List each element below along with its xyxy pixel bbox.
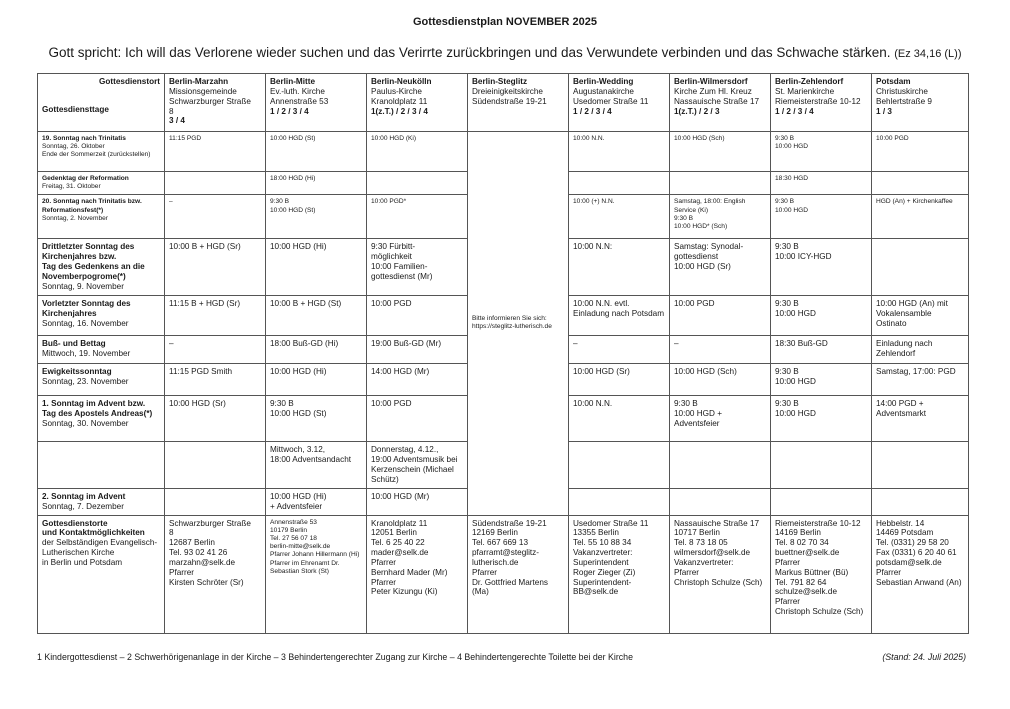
service-cell: 18:30 Buß-GD [771,336,872,364]
service-cell [569,442,670,488]
day-date: Sonntag, 30. November [42,419,129,429]
service-cell: 10:00 (+) N.N. [569,195,670,239]
contacts-label-bold: Gottesdienstorte und Kontaktmöglichkeiten [42,518,145,538]
service-cell [165,488,266,515]
service-cell: 9:30 B 10:00 ICY-HGD [771,239,872,296]
service-cell [771,488,872,515]
contact-cell: Nassauische Straße 17 10717 Berlin Tel. 8 73 18 05 wilmersdorf@selk.de Vakanzvertreter: Pfarrer Christoph Schulze (Sch) [670,515,771,633]
day-name: Buß- und Bettag [42,339,106,349]
place-header [266,74,367,132]
contacts-label-rest: der Selbständigen Evangelisch-Lutherischen Kirche in Berlin und Potsdam [42,538,158,567]
place-church: Augustanakirche Usedomer Straße 11 [573,86,649,106]
day-name: 20. Sonntag nach Trinitatis bzw. Reformationsfest(*) [42,198,142,214]
service-cell: 10:00 N.N: [569,239,670,296]
day-cell [38,442,165,488]
place-codes: 1 / 2 / 3 / 4 [270,106,309,116]
service-cell: 10:00 HGD (Sr) [569,364,670,396]
place-name: Berlin-Wedding [573,77,634,86]
day-cell [38,195,165,239]
day-cell [38,132,165,172]
service-cell [165,442,266,488]
service-cell: – [165,195,266,239]
service-cell: – [165,336,266,364]
place-name: Berlin-Marzahn [169,77,229,86]
contact-cell: Südendstraße 19-21 12169 Berlin Tel. 667 669 13 pfarramt@steglitz-lutherisch.de Pfarrer Dr. Gottfried Martens (Ma) [468,515,569,633]
service-cell: 9:30 B 10:00 HGD [771,364,872,396]
service-cell: 9:30 B 10:00 HGD [771,132,872,172]
service-cell: Samstag, 18:00: English Service (Ki) 9:30 B 10:00 HGD* (Sch) [670,195,771,239]
day-date: Sonntag, 23. November [42,377,129,387]
service-cell: 10:00 N.N. [569,396,670,442]
motto [0,45,1010,60]
day-cell [38,364,165,396]
day-date: Mittwoch, 19. November [42,349,131,359]
service-cell: Einladung nach Zehlendorf [872,336,969,364]
service-cell [872,172,969,195]
day-date: Sonntag, 9. November [42,281,124,291]
place-church: Missionsgemeinde Schwarzburger Straße 8 [169,86,251,116]
service-cell: 11:15 B + HGD (Sr) [165,296,266,336]
day-date: Sonntag, 26. Oktober Ende der Sommerzeit (zurückstellen) [42,143,151,159]
contact-cell: Usedomer Straße 11 13355 Berlin Tel. 55 10 88 34 Vakanzvertreter: Superintendent Roger Zieger (Zi) Superintendent-BB@selk.de [569,515,670,633]
service-cell: 10:00 PGD [670,296,771,336]
day-name: Ewigkeitssonntag [42,367,112,377]
day-date: Freitag, 31. Oktober [42,183,101,191]
day-cell [38,488,165,515]
place-header [872,74,969,132]
service-cell: 9:30 B 10:00 HGD (St) [266,396,367,442]
contact-cell: Kranoldplatz 11 12051 Berlin Tel. 6 25 40 22 mader@selk.de Pfarrer Bernhard Mader (Mr) Pfarrer Peter Kizungu (Ki) [367,515,468,633]
place-church: Ev.-luth. Kirche Annenstraße 53 [270,86,329,106]
service-cell: 9:30 B 10:00 HGD (St) [266,195,367,239]
service-cell: 9:30 B 10:00 HGD [771,195,872,239]
service-cell [771,442,872,488]
place-name: Berlin-Zehlendorf [775,77,844,86]
service-cell: 10:00 PGD [367,296,468,336]
contact-cell: Hebbelstr. 14 14469 Potsdam Tel. (0331) 29 58 20 Fax (0331) 6 20 40 61 potsdam@selk.de Pfarrer Sebastian Anwand (An) [872,515,969,633]
motto-reference: (Ez 34,16 (L)) [894,48,962,60]
day-name: Gedenktag der Reformation [42,175,129,182]
service-cell: HGD (An) + Kirchenkaffee [872,195,969,239]
service-cell [670,488,771,515]
service-cell: 10:00 N.N. evtl. Einladung nach Potsdam [569,296,670,336]
service-cell: 9:30 B 10:00 HGD + Adventsfeier [670,396,771,442]
service-cell: 19:00 Buß-GD (Mr) [367,336,468,364]
service-cell: 10:00 PGD [367,396,468,442]
motto-text: Gott spricht: Ich will das Verlorene wieder suchen und das Verirrte zurückbringen und das Verwundete verbinden und das Schwache stärken. [48,45,891,60]
header-day-label: Gottesdiensttage [42,104,109,114]
place-codes: 1 / 2 / 3 / 4 [573,106,612,116]
day-name: 1. Sonntag im Advent bzw. Tag des Apostels Andreas(*) [42,399,153,419]
service-cell: 10:00 B + HGD (St) [266,296,367,336]
service-cell: 10:00 HGD (St) [266,132,367,172]
header-label-cell [38,74,165,132]
service-cell: 9:30 B 10:00 HGD [771,296,872,336]
service-cell: 10:00 HGD (An) mit Vokalensamble Ostinato [872,296,969,336]
place-name: Berlin-Steglitz [472,77,528,86]
service-cell: – [569,336,670,364]
contacts-row [38,515,969,633]
place-header [569,74,670,132]
place-codes: 1(z.T.) / 2 / 3 / 4 [371,106,428,116]
place-codes: 1(z.T.) / 2 / 3 [674,106,720,116]
place-codes: 1 / 2 / 3 / 4 [775,106,814,116]
service-cell: 10:00 HGD (Hi) [266,364,367,396]
place-name: Berlin-Wilmersdorf [674,77,748,86]
schedule-table [37,73,969,634]
place-name: Berlin-Neukölln [371,77,432,86]
service-cell [872,488,969,515]
service-cell [367,172,468,195]
service-cell: 10:00 HGD (Ki) [367,132,468,172]
service-cell: 11:15 PGD Smith [165,364,266,396]
service-cell [872,239,969,296]
legend: 1 Kindergottesdienst – 2 Schwerhörigenanlage in der Kirche – 3 Behindertengerechter Zugang zur Kirche – 4 Behindertengerechte Toilette bei der Kirche [37,652,633,662]
day-cell [38,336,165,364]
day-cell [38,239,165,296]
service-cell [165,172,266,195]
header-row [38,74,969,132]
service-cell: 18:00 Buß-GD (Hi) [266,336,367,364]
service-cell: 10:00 HGD (Mr) [367,488,468,515]
place-church: Christuskirche Behlertstraße 9 [876,86,932,106]
steglitz-note-cell: Bitte informieren Sie sich: https://steglitz-lutherisch.de [468,132,569,516]
day-name: Drittletzter Sonntag des Kirchenjahres bzw. Tag des Gedenkens an die Novemberpogrome(*) [42,242,145,281]
place-header [367,74,468,132]
day-date: Sonntag, 16. November [42,319,129,329]
service-cell: 11:15 PGD [165,132,266,172]
place-codes: 1 / 3 [876,106,892,116]
service-cell: 10:00 HGD (Sch) [670,132,771,172]
service-cell: 10:00 B + HGD (Sr) [165,239,266,296]
service-cell: 10:00 HGD (Sr) [165,396,266,442]
day-name: 2. Sonntag im Advent [42,491,126,501]
service-cell [670,172,771,195]
status-date: (Stand: 24. Juli 2025) [882,652,966,662]
contacts-label-cell [38,515,165,633]
service-cell [569,172,670,195]
day-name: 19. Sonntag nach Trinitatis [42,135,126,142]
header-place-label: Gottesdienstort [99,77,160,86]
service-cell: 18:00 HGD (Hi) [266,172,367,195]
service-cell: 10:00 N.N. [569,132,670,172]
place-church: Dreieinigkeitskirche Südendstraße 19-21 [472,86,547,106]
day-cell [38,172,165,195]
service-cell: 9:30 Fürbitt- möglichkeit 10:00 Familien- gottesdienst (Mr) [367,239,468,296]
service-cell [872,442,969,488]
place-header [771,74,872,132]
service-cell [670,442,771,488]
place-church: Paulus-Kirche Kranoldplatz 11 [371,86,428,106]
service-cell: 10:00 HGD (Sch) [670,364,771,396]
place-header [670,74,771,132]
service-cell: 10:00 HGD (Hi) [266,239,367,296]
place-header [468,74,569,132]
service-cell: Samstag: Synodal- gottesdienst 10:00 HGD (Sr) [670,239,771,296]
contact-cell: Schwarzburger Straße 8 12687 Berlin Tel. 93 02 41 26 marzahn@selk.de Pfarrer Kirsten Schröter (Sr) [165,515,266,633]
service-cell: 14:00 PGD + Adventsmarkt [872,396,969,442]
day-date: Sonntag, 2. November [42,214,108,222]
day-cell [38,396,165,442]
service-cell: Mittwoch, 3.12, 18:00 Adventsandacht [266,442,367,488]
day-cell [38,296,165,336]
service-cell: 14:00 HGD (Mr) [367,364,468,396]
service-cell: – [670,336,771,364]
day-date: Sonntag, 7. Dezember [42,501,124,511]
service-cell: 10:00 PGD* [367,195,468,239]
service-cell: 10:00 HGD (Hi) + Adventsfeier [266,488,367,515]
service-cell: 9:30 B 10:00 HGD [771,396,872,442]
service-cell [569,488,670,515]
place-name: Berlin-Mitte [270,77,316,86]
service-cell: Donnerstag, 4.12., 19:00 Adventsmusik bei Kerzenschein (Michael Schütz) [367,442,468,488]
place-name: Potsdam [876,77,911,86]
place-church: St. Marienkirche Riemeisterstraße 10-12 [775,86,861,106]
page-title: Gottesdienstplan NOVEMBER 2025 [413,16,597,28]
contact-cell: Riemeisterstraße 10-12 14169 Berlin Tel. 8 02 70 34 buettner@selk.de Pfarrer Markus Büttner (Bü) Tel. 791 82 64 schulze@selk.de Pfarrer Christoph Schulze (Sch) [771,515,872,633]
service-cell: 10:00 PGD [872,132,969,172]
service-cell: 18:30 HGD [771,172,872,195]
table-row [38,132,969,172]
day-name: Vorletzter Sonntag des Kirchenjahres [42,299,131,319]
place-codes: 3 / 4 [169,116,185,126]
service-cell: Samstag, 17:00: PGD [872,364,969,396]
contact-cell: Annenstraße 53 10179 Berlin Tel. 27 56 07 18 berlin-mitte@selk.de Pfarrer Johann Hillermann (Hi) Pfarrer im Ehrenamt Dr. Sebastian Stork (St) [266,515,367,633]
place-header [165,74,266,132]
place-church: Kirche Zum Hl. Kreuz Nassauische Straße 17 [674,86,760,106]
